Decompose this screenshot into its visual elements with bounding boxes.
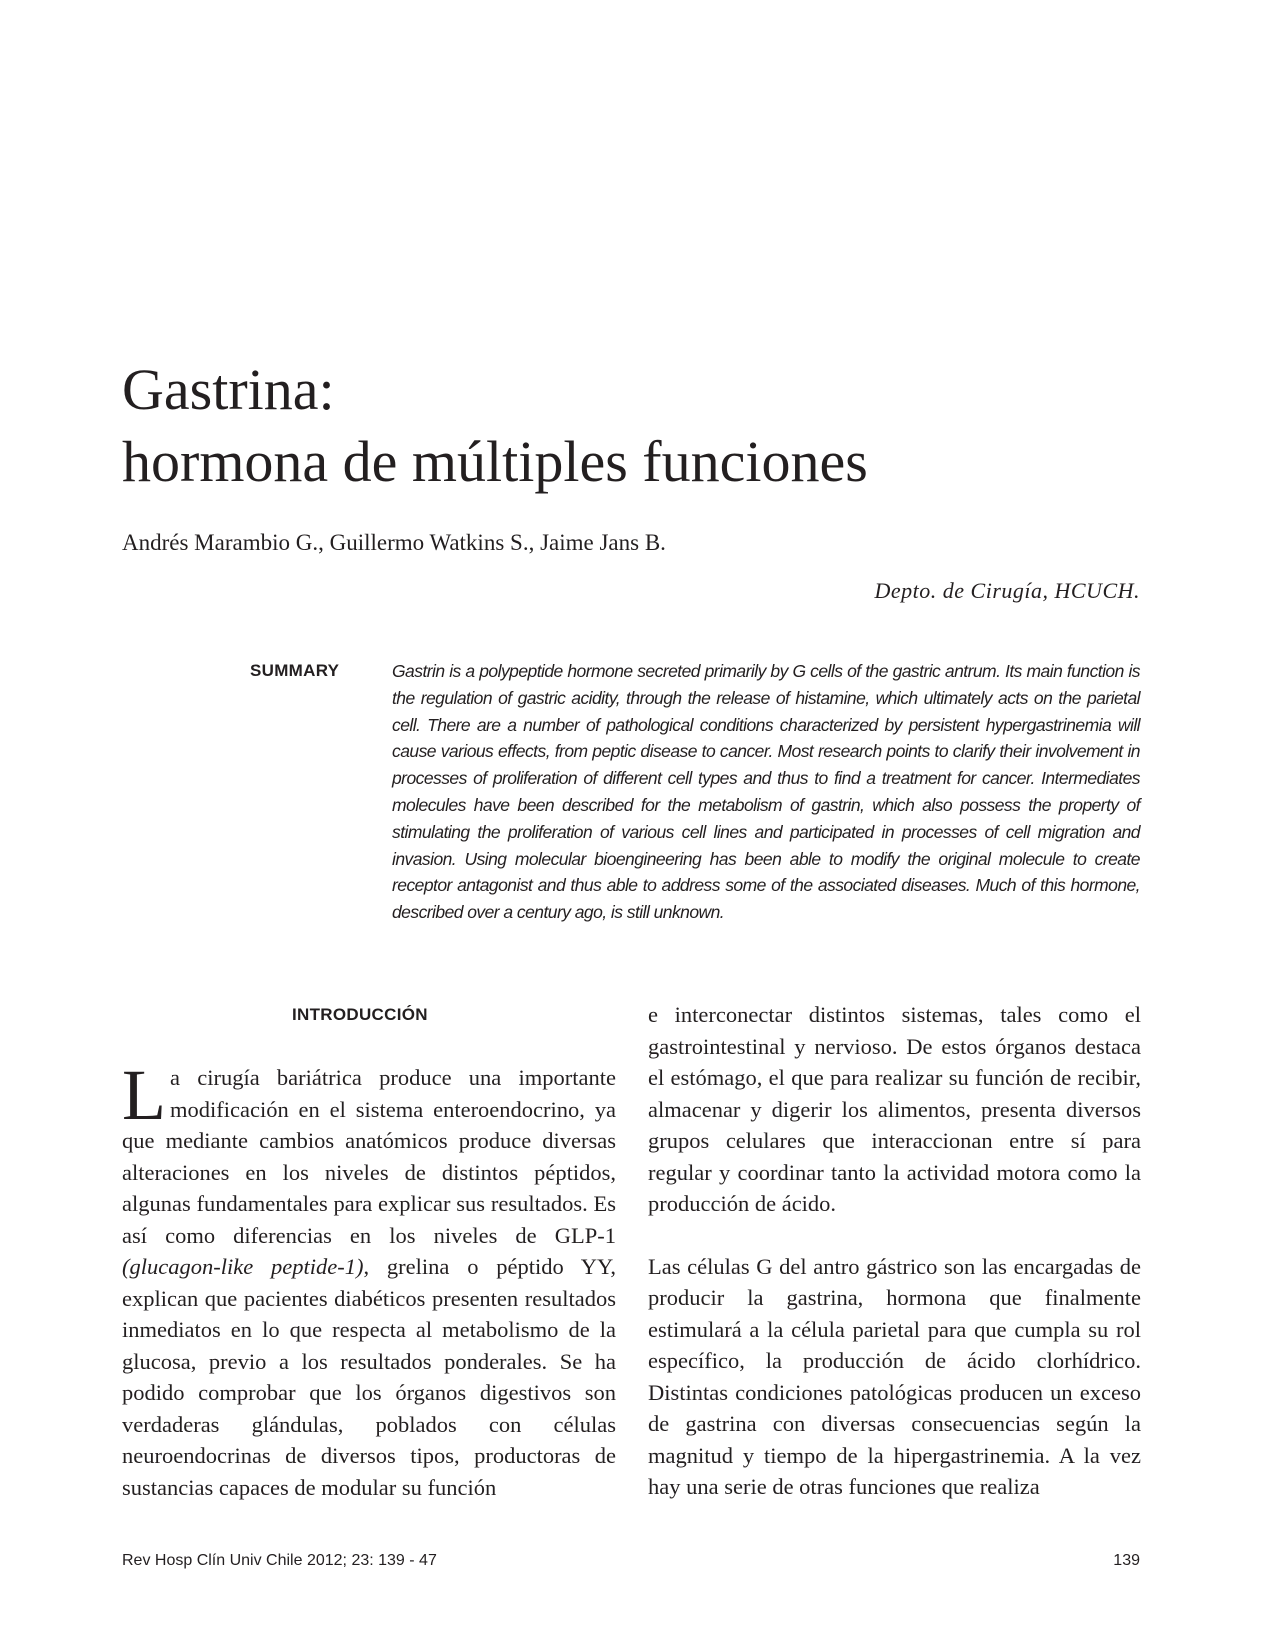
body-column-left xyxy=(122,1055,616,1503)
journal-citation: Rev Hosp Clín Univ Chile 2012; 23: 139 - 47 xyxy=(122,1552,437,1569)
page-number: 139 xyxy=(1113,1552,1140,1569)
drop-cap: L xyxy=(122,1055,166,1135)
introduction-heading: INTRODUCCIÓN xyxy=(292,1005,428,1024)
author-list: Andrés Marambio G., Guillermo Watkins S., Jaime Jans B. xyxy=(122,530,666,555)
body-paragraph xyxy=(122,1055,616,1503)
body-column-right xyxy=(648,999,1141,1503)
affiliation: Depto. de Cirugía, HCUCH. xyxy=(874,578,1140,603)
article-title-line-2: hormona de múltiples funciones xyxy=(122,429,868,494)
summary-abstract: Gastrin is a polypeptide hormone secreted primarily by G cells of the gastric antrum. Its main function is the regulation of gastric acidity, through the release of histamine, which ultimately acts on the parietal cell. There are a number of pathological conditions characterized by persistent hypergastrinemia will cause various effects, from peptic disease to cancer. Most research points to clarify their involvement in processes of proliferation of different cell types and thus to find a treatment for cancer. Intermediates molecules have been described for the metabolism of gastrin, which also possess the property of stimulating the proliferation of various cell lines and participated in processes of cell migration and invasion. Using molecular bioengineering has been able to modify the original molecule to create receptor antagonist and thus able to address some of the associated diseases. Much of this hormone, described over a century ago, is still unknown. xyxy=(392,661,1140,923)
body-text-segment: , grelina o péptido YY, explican que pacientes diabéticos presenten resultados inmediatos en lo que respecta al metabolismo de la glucosa, previo a los resultados ponderales. Se ha podido comprobar que los órganos digestivos son verdaderas glándulas, poblados con células neuroendocrinas de diversos tipos, productoras de sustancias capaces de modular su función xyxy=(122,1254,616,1500)
body-paragraph: Las células G del antro gástrico son las encargadas de producir la gastrina, hormona que finalmente estimulará a la célula parietal para que cumpla su rol específico, la producción de ácido clorhídrico. Distintas condiciones patológicas producen un exceso de gastrina con diversas consecuencias según la magnitud y tiempo de la hipergastrinemia. A la vez hay una serie de otras funciones que realiza xyxy=(648,1253,1141,1499)
article-title-line-1: Gastrina: xyxy=(122,357,335,422)
body-paragraph: e interconectar distintos sistemas, tales como el gastrointestinal y nervioso. De estos órganos destaca el estómago, el que para realizar su función de recibir, almacenar y digerir los alimentos, presenta diversos grupos celulares que interaccionan entre sí para regular y coordinar tanto la actividad motora como la producción de ácido. xyxy=(648,1002,1141,1216)
summary-heading: SUMMARY xyxy=(250,661,340,680)
article-title xyxy=(122,354,868,498)
body-text-italic: (glucagon-like peptide-1) xyxy=(122,1254,364,1279)
body-text-segment: a cirugía bariátrica produce una importante modificación en el sistema enteroendocrino, ya que mediante cambios anatómicos produce diversas alteraciones en los niveles de distintos péptidos, algunas fundamentales para explicar sus resultados. Es así como diferencias en los niveles de GLP-1 xyxy=(122,1065,616,1248)
